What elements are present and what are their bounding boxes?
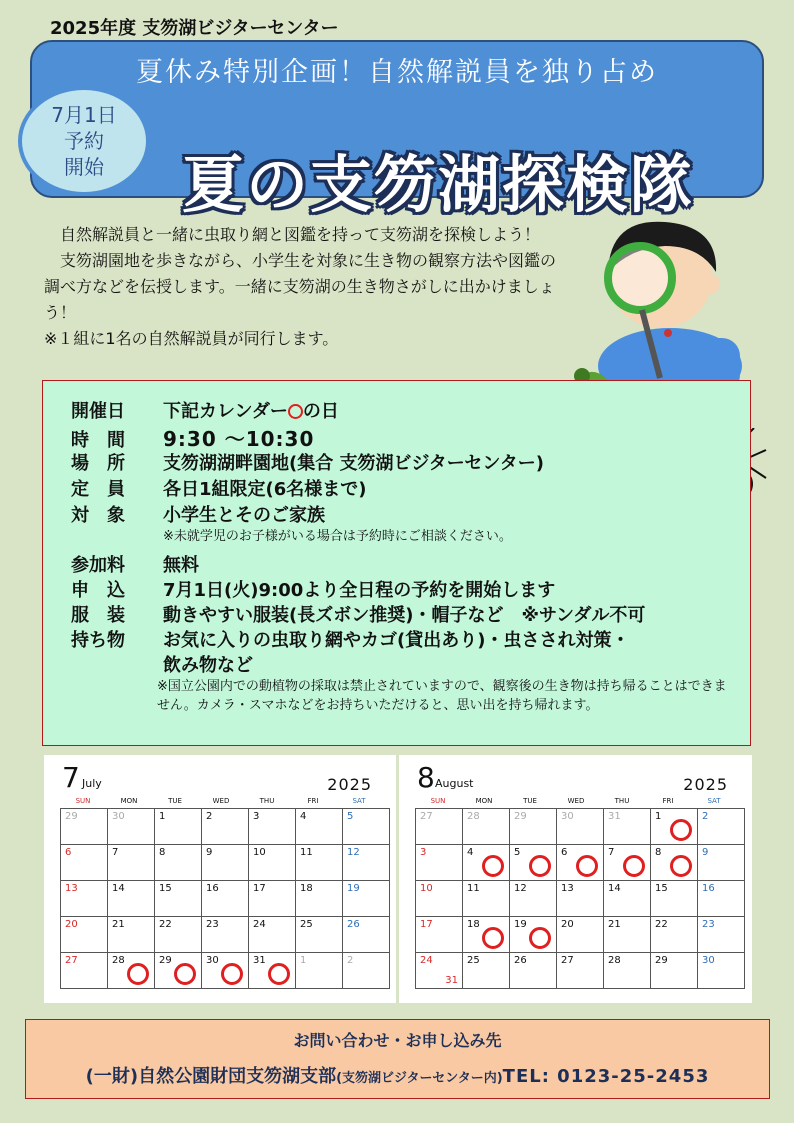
calendar-day [604, 845, 651, 881]
calendar-day [249, 953, 296, 989]
detail-value: 各日1組限定(6名様まで) [163, 479, 367, 500]
weekday-header: TUE [523, 797, 537, 805]
badge-line3: 開始 [64, 155, 104, 179]
detail-label: 持ち物 [71, 630, 125, 651]
detail-capacity [71, 475, 367, 501]
calendar-day [698, 953, 745, 989]
detail-label: 申 込 [71, 580, 125, 601]
calendar-week [61, 953, 390, 989]
day-number: 9 [702, 847, 709, 858]
day-number: 21 [112, 919, 125, 930]
day-number: 29 [514, 811, 527, 822]
weekday-header: SUN [430, 797, 446, 805]
day-number: 26 [347, 919, 360, 930]
calendar-day [557, 953, 604, 989]
detail-label: 対 象 [71, 505, 125, 526]
day-number: 30 [702, 955, 715, 966]
day-number: 19 [514, 919, 527, 930]
calendar-day [463, 953, 510, 989]
day-number: 30 [112, 811, 125, 822]
weekday-header: MON [475, 797, 493, 805]
day-number: 13 [561, 883, 574, 894]
day-number: 2 [347, 955, 354, 966]
calendar-day [155, 917, 202, 953]
day-number: 4 [300, 811, 307, 822]
event-day-circle-icon [623, 855, 645, 877]
detail-value: 動きやすい服装(長ズボン推奨)・帽子など ※サンダル不可 [163, 605, 646, 626]
calendar-day [463, 845, 510, 881]
target-note: ※未就学児のお子様がいる場合は予約時にご相談ください。 [163, 529, 512, 544]
day-number: 28 [112, 955, 125, 966]
weekday-header: WED [567, 797, 585, 805]
calendar-day [296, 881, 343, 917]
calendar-week [61, 845, 390, 881]
calendar-day [155, 845, 202, 881]
day-number: 1 [300, 955, 307, 966]
event-day-circle-icon [482, 927, 504, 949]
day-number: 21 [608, 919, 621, 930]
calendar-day [343, 809, 390, 845]
day-number: 27 [65, 955, 78, 966]
day-number: 5 [514, 847, 521, 858]
day-number: 5 [347, 811, 354, 822]
contact-box [25, 1019, 770, 1099]
day-number: 15 [159, 883, 172, 894]
day-number: 17 [253, 883, 266, 894]
day-number: 27 [420, 811, 433, 822]
day-number: 8 [159, 847, 166, 858]
footnote: ※国立公園内での動植物の採取は禁止されていますので、観察後の生き物は持ち帰ることはできません。カメラ・スマホなどをお持ちいただけると、思い出を持ち帰れます。 [157, 679, 727, 713]
weekday-header: MON [120, 797, 138, 805]
day-number: 11 [300, 847, 313, 858]
day-number: 24 [253, 919, 266, 930]
event-day-circle-icon [482, 855, 504, 877]
detail-date [71, 397, 339, 423]
detail-value: 9:30 ～10:30 [163, 427, 315, 451]
detail-items [71, 626, 629, 652]
day-number: 27 [561, 955, 574, 966]
calendar-day [604, 917, 651, 953]
calendar-day [249, 881, 296, 917]
calendar-day [698, 809, 745, 845]
day-number: 1 [655, 811, 662, 822]
calendar-day [604, 953, 651, 989]
calendar-day [463, 881, 510, 917]
event-day-circle-icon [174, 963, 196, 985]
calendar-day [61, 917, 108, 953]
calendar-day [108, 953, 155, 989]
day-number: 6 [561, 847, 568, 858]
calendar-day [249, 917, 296, 953]
intro-note: ※１組に1名の自然解説員が同行します。 [44, 329, 339, 348]
calendar-day [416, 953, 463, 989]
day-number: 10 [420, 883, 433, 894]
calendar-day [296, 845, 343, 881]
calendar-day [155, 809, 202, 845]
detail-value: 小学生とそのご家族 [163, 505, 325, 526]
badge-line2: 予約 [64, 129, 104, 153]
day-number: 18 [300, 883, 313, 894]
calendar-year: 2025 [327, 775, 372, 794]
intro-paragraph: 支笏湖園地を歩きながら、小学生を対象に生き物の観察方法や図鑑の調べ方などを伝授します。一緒に支笏湖の生き物さがしに出かけましょう！ [44, 251, 557, 322]
calendar-day [557, 845, 604, 881]
intro-text [44, 222, 564, 352]
header-org-line: 2025年度 支笏湖ビジターセンター [50, 18, 339, 39]
event-details-box [42, 380, 751, 746]
day-number: 30 [206, 955, 219, 966]
reservation-start-badge [18, 86, 150, 196]
calendar-day [698, 881, 745, 917]
calendar-day [557, 881, 604, 917]
calendar-day [463, 809, 510, 845]
calendar-week [61, 881, 390, 917]
calendar-day [416, 917, 463, 953]
detail-label: 時 間 [71, 430, 125, 451]
calendar-day [108, 845, 155, 881]
detail-place [71, 449, 544, 475]
day-number: 23 [206, 919, 219, 930]
weekday-header: WED [212, 797, 230, 805]
day-number: 28 [467, 811, 480, 822]
calendar-day [202, 845, 249, 881]
day-number: 4 [467, 847, 474, 858]
banner-subtitle: 夏休み特別企画！自然解説員を独り占め [136, 57, 658, 88]
calendar-day [249, 845, 296, 881]
day-number: 28 [608, 955, 621, 966]
calendar-day [61, 845, 108, 881]
day-number: 13 [65, 883, 78, 894]
day-number: 7 [608, 847, 615, 858]
calendar-day [416, 881, 463, 917]
calendar-day [557, 917, 604, 953]
day-number: 23 [702, 919, 715, 930]
day-number: 29 [655, 955, 668, 966]
day-number: 6 [65, 847, 72, 858]
event-day-circle-icon [670, 819, 692, 841]
detail-label: 定 員 [71, 479, 125, 500]
weekday-header: FRI [307, 797, 319, 805]
day-number: 25 [300, 919, 313, 930]
calendar-week [416, 809, 745, 845]
detail-items-cont: 飲み物など [163, 655, 253, 676]
calendar-day [343, 845, 390, 881]
calendar-day [155, 953, 202, 989]
day-number: 26 [514, 955, 527, 966]
badge-date: 7月1日 [51, 103, 117, 127]
calendar-day [698, 917, 745, 953]
calendar-day [510, 845, 557, 881]
calendar-day [296, 809, 343, 845]
day-number: 25 [467, 955, 480, 966]
detail-value: お気に入りの虫取り網やカゴ(貸出あり)・虫さされ対策・ [163, 630, 630, 651]
calendar-month: 8 [417, 761, 435, 794]
day-number: 11 [467, 883, 480, 894]
weekday-header: FRI [662, 797, 674, 805]
calendar-day [557, 809, 604, 845]
day-number: 29 [65, 811, 78, 822]
detail-value: 支笏湖湖畔園地(集合 支笏湖ビジターセンター) [163, 453, 544, 474]
detail-fee [71, 551, 199, 577]
calendar-day [604, 809, 651, 845]
detail-target [71, 501, 325, 527]
event-day-circle-icon [529, 855, 551, 877]
calendar-day [463, 917, 510, 953]
calendar-week [61, 917, 390, 953]
day-number: 22 [159, 919, 172, 930]
day-number: 3 [253, 811, 260, 822]
detail-value: の日 [302, 401, 339, 422]
calendar-day [510, 881, 557, 917]
calendar-august [399, 755, 752, 1003]
detail-label: 参加料 [71, 555, 125, 576]
weekday-header: THU [614, 797, 630, 805]
intro-paragraph: 自然解説員と一緒に虫取り網と図鑑を持って支笏湖を探検しよう！ [60, 225, 541, 244]
calendar-day [61, 953, 108, 989]
calendar-day [698, 845, 745, 881]
day-number: 29 [159, 955, 172, 966]
calendar-day [202, 953, 249, 989]
calendar-month-en: August [435, 777, 474, 790]
day-number: 16 [702, 883, 715, 894]
calendar-week [416, 845, 745, 881]
weekday-header: SAT [352, 797, 366, 805]
day-number: 16 [206, 883, 219, 894]
calendar-day [61, 809, 108, 845]
calendar-day [108, 809, 155, 845]
day-number: 10 [253, 847, 266, 858]
detail-label: 開催日 [71, 401, 125, 422]
event-day-circle-icon [221, 963, 243, 985]
circle-mark-icon [288, 404, 303, 419]
calendar-week [416, 953, 745, 989]
event-day-circle-icon [529, 927, 551, 949]
calendar-day [108, 917, 155, 953]
detail-label: 服 装 [71, 605, 125, 626]
calendar-day [296, 917, 343, 953]
calendar-day [651, 809, 698, 845]
day-number: 19 [347, 883, 360, 894]
event-day-circle-icon [127, 963, 149, 985]
calendar-day [61, 881, 108, 917]
event-day-circle-icon [576, 855, 598, 877]
calendar-day [202, 917, 249, 953]
day-number: 22 [655, 919, 668, 930]
detail-label: 場 所 [71, 453, 125, 474]
calendar-day [202, 881, 249, 917]
detail-clothes [71, 601, 645, 627]
day-number: 12 [347, 847, 360, 858]
day-number: 15 [655, 883, 668, 894]
event-day-circle-icon [670, 855, 692, 877]
day-number: 3 [420, 847, 427, 858]
detail-value: 下記カレンダー [163, 401, 288, 422]
calendar-day [651, 917, 698, 953]
contact-line [26, 1062, 769, 1088]
calendar-grid [60, 808, 390, 989]
day-number: 1 [159, 811, 166, 822]
day-number: 20 [65, 919, 78, 930]
contact-org: (一財)自然公園財団支笏湖支部 [85, 1066, 337, 1087]
calendar-day [343, 881, 390, 917]
day-number: 24 [420, 955, 433, 966]
detail-value: 無料 [163, 555, 199, 576]
calendar-day [651, 845, 698, 881]
weekday-header: SAT [707, 797, 721, 805]
calendar-day [108, 881, 155, 917]
detail-apply [71, 576, 555, 602]
day-number: 20 [561, 919, 574, 930]
event-day-circle-icon [268, 963, 290, 985]
calendar-day [510, 953, 557, 989]
day-number: 9 [206, 847, 213, 858]
day-number: 17 [420, 919, 433, 930]
calendar-grid [415, 808, 745, 989]
calendar-day [510, 809, 557, 845]
day-number: 31 [608, 811, 621, 822]
calendar-day [416, 845, 463, 881]
calendar-day [604, 881, 651, 917]
detail-value: 7月1日(火)9:00より全日程の予約を開始します [163, 580, 556, 601]
day-number: 31 [253, 955, 266, 966]
weekday-header: THU [259, 797, 275, 805]
calendar-july [44, 755, 396, 1003]
contact-tel: TEL: 0123-25-2453 [502, 1066, 710, 1087]
calendar-month-en: July [82, 777, 102, 790]
calendar-week [416, 917, 745, 953]
day-number: 18 [467, 919, 480, 930]
day-number: 2 [702, 811, 709, 822]
calendar-day [202, 809, 249, 845]
day-number: 8 [655, 847, 662, 858]
calendar-day [510, 917, 557, 953]
contact-org-sub: (支笏湖ビジターセンター内) [336, 1071, 503, 1086]
detail-time [71, 423, 314, 452]
calendar-day [416, 809, 463, 845]
calendar-day [296, 953, 343, 989]
calendar-month: 7 [62, 761, 80, 794]
contact-heading: お問い合わせ・お申し込み先 [293, 1031, 502, 1050]
weekday-header: TUE [168, 797, 182, 805]
day-number: 14 [608, 883, 621, 894]
day-number: 14 [112, 883, 125, 894]
banner-title: 夏の支笏湖探検隊 [182, 148, 695, 221]
calendar-day [343, 953, 390, 989]
day-number: 7 [112, 847, 119, 858]
day-number: 2 [206, 811, 213, 822]
calendar-year: 2025 [683, 775, 728, 794]
weekday-header: SUN [75, 797, 91, 805]
day-number: 30 [561, 811, 574, 822]
calendar-day [249, 809, 296, 845]
day-number: 12 [514, 883, 527, 894]
calendar-day [651, 881, 698, 917]
calendar-week [416, 881, 745, 917]
day-number-extra: 31 [445, 975, 458, 986]
calendar-week [61, 809, 390, 845]
calendar-day [343, 917, 390, 953]
calendar-day [155, 881, 202, 917]
calendar-day [651, 953, 698, 989]
